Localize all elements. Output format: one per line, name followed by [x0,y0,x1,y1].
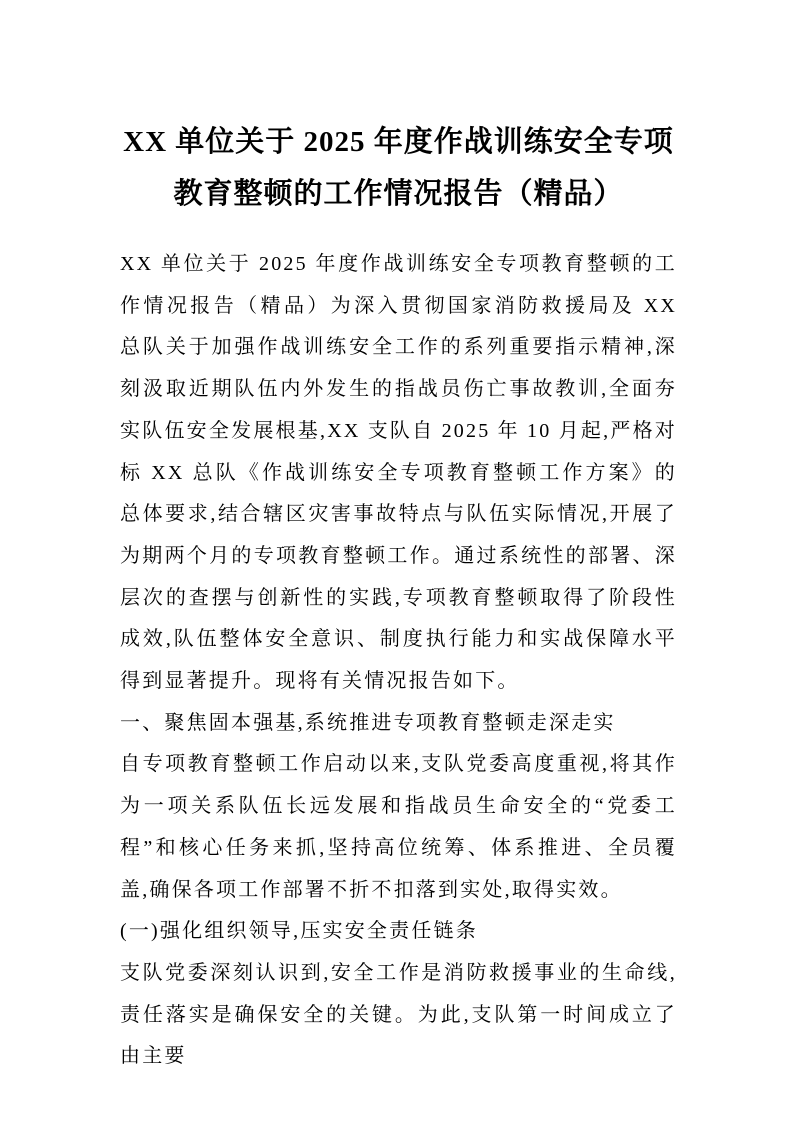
paragraph-section-1-body: 自专项教育整顿工作启动以来,支队党委高度重视,将其作为一项关系队伍长远发展和指战员生命安全的“党委工程”和核心任务来抓,坚持高位统筹、体系推进、全员覆盖,确保各项工作部署不折不扣落到实处,取得实效。 [120,753,677,901]
document-body [120,244,677,1078]
paragraph-section-1-heading: 一、聚焦固本强基,系统推进专项教育整顿走深走实 [120,711,616,734]
paragraph-subsection-1-body: 支队党委深刻认识到,安全工作是消防救援事业的生命线,责任落实是确保安全的关键。为此,支队第一时间成立了由主要 [120,961,677,1068]
paragraph-subsection-1-heading: (一)强化组织领导,压实安全责任链条 [120,920,478,943]
paragraph-intro: XX 单位关于 2025 年度作战训练安全专项教育整顿的工作情况报告（精品）为深入贯彻国家消防救援局及 XX 总队关于加强作战训练安全工作的系列重要指示精神,深刻汲取近期队伍内外发生的指战员伤亡事故教训,全面夯实队伍安全发展根基,XX 支队自 2025 年 10 月起,严格对标 XX 总队《作战训练安全专项教育整顿工作方案》的总体要求,结合辖区灾害事故特点与队伍实际情况,开展了为期两个月的专项教育整顿工作。通过系统性的部署、深层次的查摆与创新性的实践,专项教育整顿取得了阶段性成效,队伍整体安全意识、制度执行能力和实战保障水平得到显著提升。现将有关情况报告如下。 [120,253,677,693]
document-title: XX 单位关于 2025 年度作战训练安全专项教育整顿的工作情况报告（精品） [123,126,674,210]
